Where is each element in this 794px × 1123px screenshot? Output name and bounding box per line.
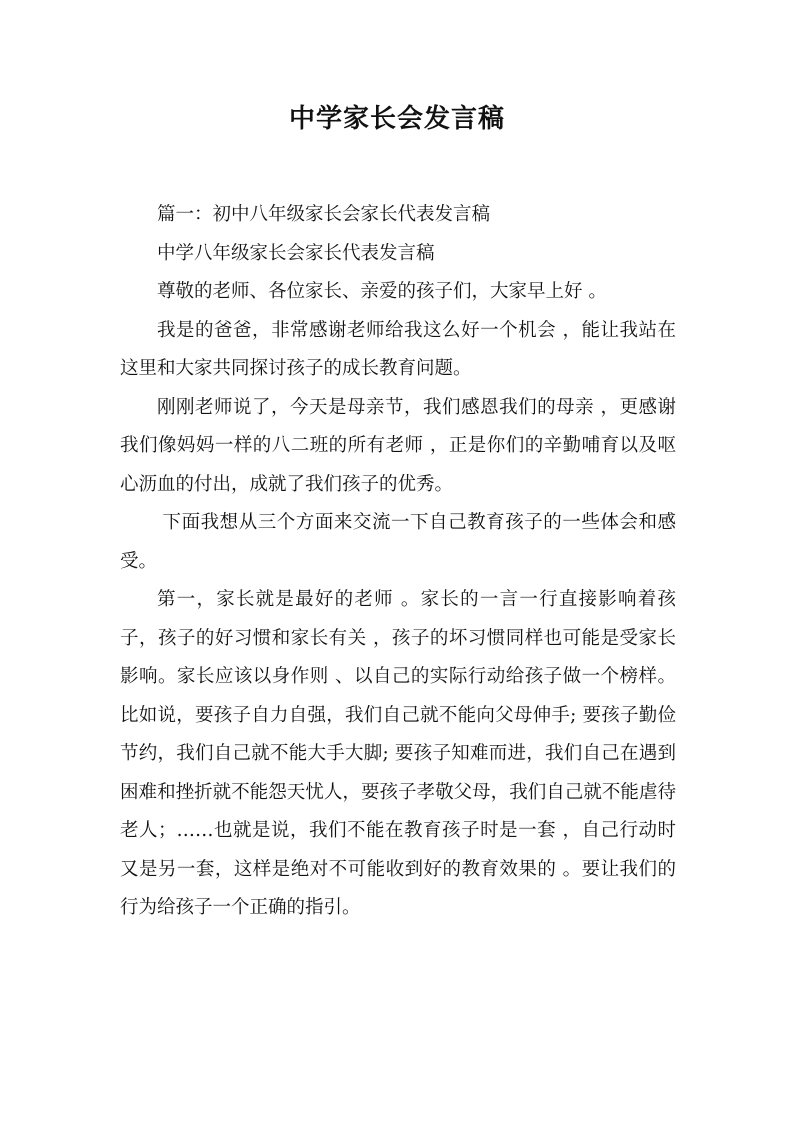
paragraph-point-one: 第一，家长就是最好的老师 。家长的一言一行直接影响着孩子，孩子的好习惯和家长有关 ，孩子的坏习惯同样也可能是受家长影响。家长应该以身作则 、以自己的实际行动给孩子做一个榜样。比如说，要孩子自力自强，我们自己就不能向父母伸手; 要孩子勤俭节约，我们自己就不能大手大脚; 要孩子知难而进，我们自己在遇到困难和挫折就不能怨天忧人，要孩子孝敬父母，我们自己就不能虐待老人；……也就是说，我们不能在教育孩子时是一套 ，自己行动时又是另一套，这样是绝对不可能收到好的教育效果的 。要让我们的行为给孩子一个正确的指引。 — [120, 589, 676, 918]
paragraph-subtitle: 中学八年级家长会家长代表发言稿 — [157, 242, 435, 264]
paragraph-gratitude: 刚刚老师说了，今天是母亲节，我们感恩我们的母亲 ，更感谢我们像妈妈一样的八二班的所有老师 ，正是你们的辛勤哺育以及呕心沥血的付出，成就了我们孩子的优秀。 — [120, 396, 676, 495]
paragraph-introduction: 我是的爸爸，非常感谢老师给我这么好一个机会 ，能让我站在这里和大家共同探讨孩子的成长教育问题。 — [120, 319, 676, 379]
paragraph-overview: 下面我想从三个方面来交流一下自己教育孩子的一些体会和感受。 — [120, 512, 676, 572]
document-body — [120, 196, 676, 928]
paragraph-section-heading: 篇一：初中八年级家长会家长代表发言稿 — [157, 204, 491, 225]
document-title: 中学家长会发言稿 — [288, 104, 505, 134]
paragraph-greeting: 尊敬的老师、各位家长、亲爱的孩子们，大家早上好 。 — [157, 281, 607, 302]
